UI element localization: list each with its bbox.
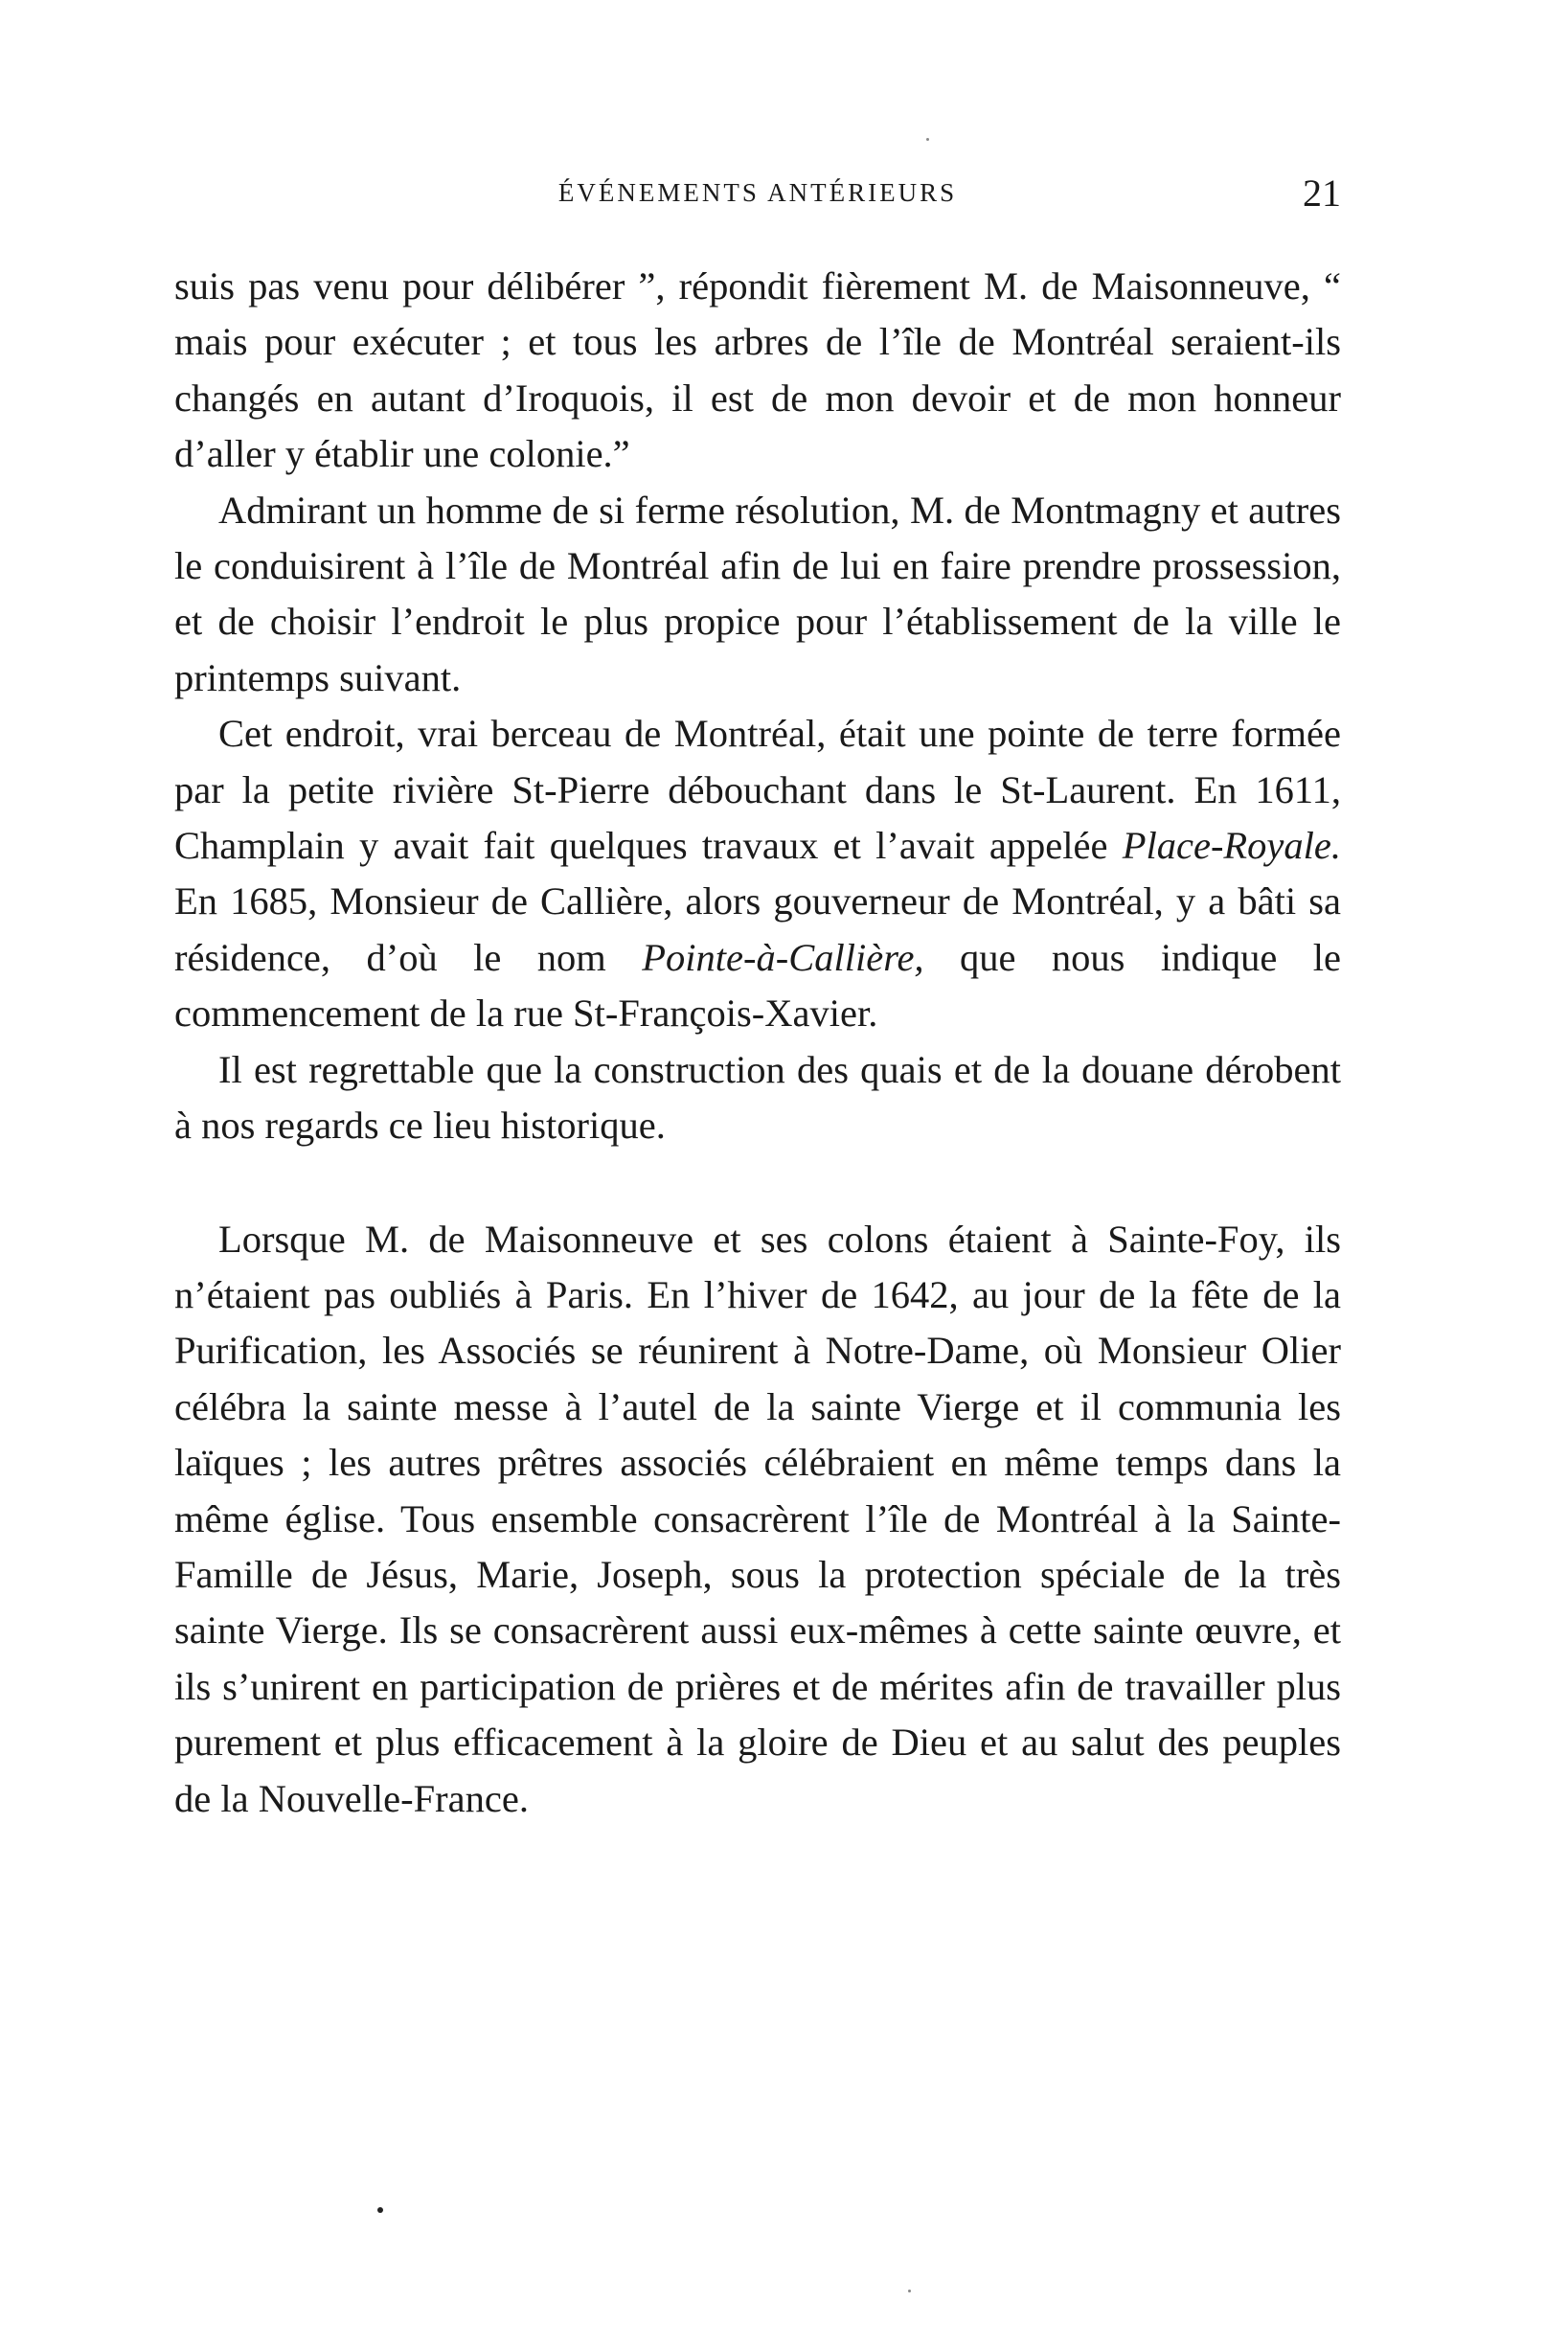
paragraph-berceau	[174, 706, 1341, 1041]
page-body	[174, 259, 1341, 1827]
ink-speck	[908, 2290, 911, 2292]
paragraph-purification: Lorsque M. de Maisonneuve et ses colons étaient à Sainte-Foy, ils n’étaient pas oubliés à Paris. En l’hiver de 1642, au jour de la fête de la Purification, les Associés se réunirent à Notre-Dame, où Monsieur Olier célébra la sainte messe à l’autel de la sainte Vierge et il communia les laïques ; les autres prêtres associés célébraient en même temps dans la même église. Tous ensemble consacrèrent l’île de Montréal à la Sainte-Famille de Jésus, Marie, Joseph, sous la protection spéciale de la très sainte Vierge. Ils se consacrèrent aussi eux-mêmes à cette sainte œuvre, et ils s’unirent en participation de prières et de mérites afin de travailler plus purement et plus efficacement à la gloire de Dieu et au salut des peuples de la Nouvelle-France.	[174, 1217, 1341, 1820]
ink-speck	[377, 2207, 383, 2213]
paragraph-berceau-tail: que nous indique le commencement de la rue St-François-Xavier.	[174, 935, 1341, 1036]
paragraph-regrettable: Il est regrettable que la construction des quais et de la douane dérobent à nos regards ce lieu historique.	[174, 1047, 1341, 1148]
page-header	[174, 171, 1341, 228]
page-number: 21	[1303, 171, 1341, 215]
paragraph-berceau-lead: Cet endroit, vrai berceau de Montréal, était une pointe de terre formée par la petite rivière St-Pierre débouchant dans le St-Laurent. En 1611, Champlain y avait fait quelques travaux et l’avait appelée	[174, 712, 1341, 868]
paragraph-berceau-middle: En 1685, Monsieur de Callière, alors gouverneur de Montréal, y a bâti sa résidence, d’où le nom	[174, 879, 1341, 979]
pointe-calliere-italic: Pointe-à-Callière,	[642, 935, 924, 979]
running-title: ÉVÉNEMENTS ANTÉRIEURS	[557, 178, 958, 207]
paragraph-montmagny: Admirant un homme de si ferme résolution, M. de Montmagny et autres le conduisirent à l’île de Montréal afin de lui en faire prendre prossession, et de choisir l’endroit le plus propice pour l’établissement de la ville le printemps suivant.	[174, 488, 1341, 699]
paragraph-continued: suis pas venu pour délibérer ”, répondit fièrement M. de Maisonneuve, “ mais pour exécuter ; et tous les arbres de l’île de Montréal seraient-ils changés en autant d’Iroquois, il est de mon devoir et de mon honneur d’aller y établir une colonie.”	[174, 264, 1341, 476]
place-royale-italic: Place-Royale.	[1122, 824, 1341, 868]
section-gap	[174, 1154, 1341, 1212]
ink-speck	[926, 138, 929, 141]
